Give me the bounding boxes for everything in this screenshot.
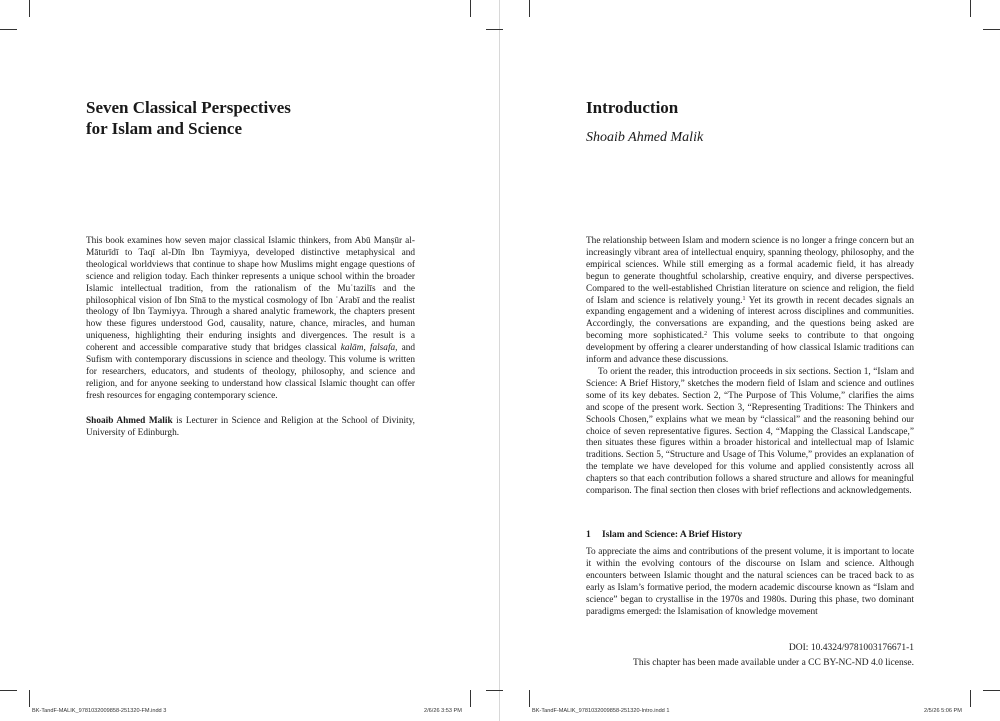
print-slug-file: BK-TandF-MALIK_9781032009858-251320-FM.indd 3 — [32, 708, 167, 714]
blurb-text: This book examines how seven major classical Islamic thinkers, from Abū Manṣūr al-Māturīdī to Taqī al-Dīn Ibn Taymiyya, developed distinctive metaphysical and theological worldviews that continue to shape how Muslims might engage questions of science and religion today. Each thinker represents a unique school within the broader Islamic intellectual tradition, from the rationalism of the Muʿtazilīs and the philosophical vision of Ibn Sīnā to the mystical cosmology of Ibn ʿArabī and the realist theology of Ibn Taymiyya. Through a shared analytic framework, the chapters present how these figures understood God, causality, nature, chance, miracles, and human uniqueness, highlighting their enduring insights and divergences. The result is a coherent and accessible comparative study that bridges classical — [86, 236, 415, 354]
book-blurb — [86, 236, 415, 403]
chapter-author: Shoaib Ahmed Malik — [586, 130, 704, 145]
right-page — [500, 0, 1000, 721]
chapter-title: Introduction — [586, 98, 679, 117]
blurb-italic-term: falsafa — [369, 343, 396, 354]
author-bio — [86, 416, 415, 440]
blurb-separator: , — [363, 343, 370, 354]
intro-text: The relationship between Islam and modern science is no longer a fringe concern but an increasingly vibrant area of intellectual enquiry, spanning theology, philosophy, and the empirical sciences. While still emerging as a formal academic field, it has already begun to generate thoughtful scholarship, creative enquiry, and diverse perspectives. Compared to the well-established Christian literature on science and religion, the field of Islam and science is relatively young. — [586, 236, 914, 306]
print-slug-date: 2/6/26 3:53 PM — [424, 708, 462, 714]
intro-paragraph: To orient the reader, this introduction proceeds in six sections. Section 1, “Islam and Science: A Brief History,” sketches the modern field of Islam and science and outlines some of its key debates. Section 2, “The Purpose of This Volume,” clarifies the aims and scope of the present work. Section 3, “Representing Traditions: The Thinkers and Schools Chosen,” explains what we mean by “classical” and the reasoning behind our choice of seven representative figures. Section 4, “Mapping the Classical Landscape,” then situates these figures within a broader historical and intellectual map of Islamic traditions. Section 5, “Structure and Usage of This Volume,” provides an explanation of the template we have developed for this volume and applied consistently across all chapters so that each contribution follows a shared structure and allows for meaningful comparison. The final section then closes with brief reflections and acknowledgements. — [586, 366, 914, 497]
author-bio-text: is Lecturer in Science and Religion at the School of Divinity, University of Edinburgh. — [86, 416, 416, 438]
print-slug-file: BK-TandF-MALIK_9781032009858-251320-Intro.indd 1 — [532, 708, 670, 714]
doi-line: DOI: 10.4324/9781003176671-1 — [788, 643, 914, 653]
print-slug-date: 2/5/26 5:06 PM — [924, 708, 962, 714]
section-heading — [586, 529, 742, 541]
section-paragraph: To appreciate the aims and contributions of the present volume, it is important to locate it within the evolving contours of the discourse on Islam and science. Although encounters between Islamic thought and the natural sciences can be traced back to as early as Islam’s formative period, the modern academic discourse known as “Islam and science” began to crystallise in the 1970s and 1980s. During this phase, two dominant paradigms emerged: the Islamisation of knowledge movement — [586, 547, 914, 617]
intro-paragraph — [586, 236, 914, 367]
intro-text: This volume seeks to contribute to that ongoing development by offering a clearer understanding of how classical Islamic traditions can inform and advance these discussions. — [586, 331, 915, 366]
author-bio-name: Shoaib Ahmed Malik — [86, 416, 173, 426]
blurb-text: , and Sufism with contemporary discussions in science and theology. This volume is written for researchers, educators, and students of theology, philosophy, and science and religion, and for anyone seeking to understand how classical Islamic thought can offer fresh resources for engaging contemporary science. — [86, 343, 416, 401]
footnote-marker[interactable]: 2 — [704, 331, 708, 338]
book-title-line1: Seven Classical Perspectives — [86, 98, 291, 117]
intro-body — [586, 236, 914, 498]
section-title: Islam and Science: A Brief History — [602, 530, 743, 540]
intro-text: Yet its growth in recent decades signals an expanding engagement and a widening of interest across disciplines and communities. Accordingly, the conversations are expanding, and the questions being asked are becoming more sophisticated. — [586, 295, 914, 342]
section-number: 1 — [586, 530, 591, 540]
license-note: This chapter has been made available under a CC BY-NC-ND 4.0 license. — [633, 658, 914, 668]
blurb-italic-term: kalām — [340, 343, 364, 354]
book-title-line2: for Islam and Science — [86, 119, 242, 138]
footnote-marker[interactable]: 1 — [742, 295, 746, 302]
book-title — [86, 97, 426, 139]
